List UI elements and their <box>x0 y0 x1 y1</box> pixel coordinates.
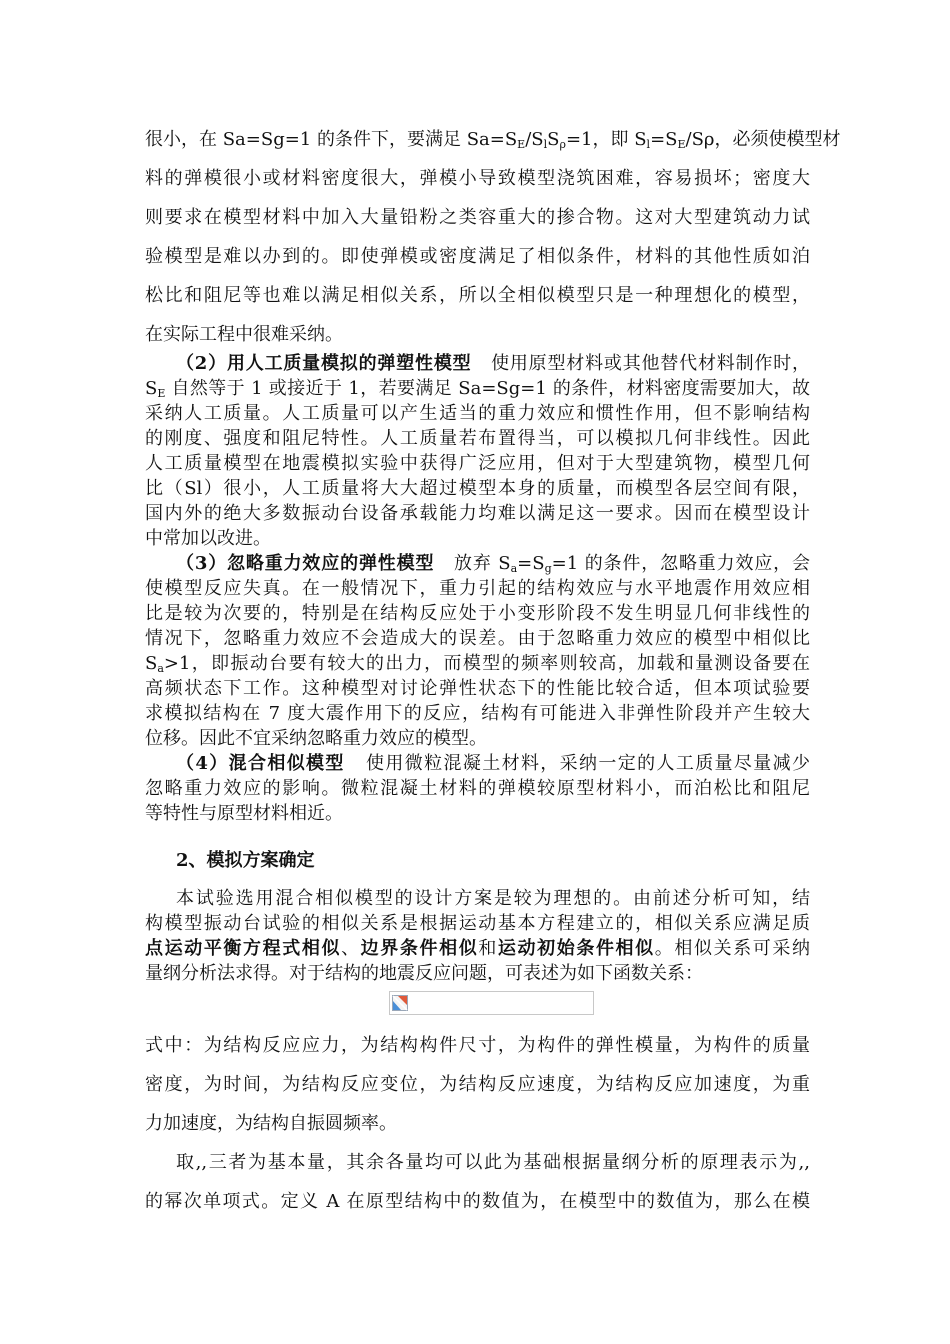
paragraph-line <box>145 934 810 960</box>
paragraph-line: 取,,三者为基本量，其余各量均可以此为基础根据量纲分析的原理表示为,, <box>176 1152 810 1173</box>
paragraph-line: 忽略重力效应的影响。微粒混凝土材料的弹模较原型材料小，而泊松比和阻尼 <box>145 778 810 799</box>
paragraph-line: 中常加以改进。 <box>145 528 271 549</box>
paragraph-line: 位移。因此不宜采纳忽略重力效应的模型。 <box>145 728 487 749</box>
paragraph-line: $S_E$ 自然等于 1 或接近于 1，若要满足 Sa=Sg=1 的条件，材料密度需要加大，故 <box>145 378 810 400</box>
paragraph-line: 使模型反应失真。在一般情况下，重力引起的结构效应与水平地震作用效应相 <box>145 578 810 599</box>
paragraph-line: 情况下，忽略重力效应不会造成大的误差。由于忽略重力效应的模型中相似比 <box>145 628 810 649</box>
paragraph-line: 等特性与原型材料相近。 <box>145 803 343 824</box>
paragraph-line <box>145 909 810 935</box>
paragraph-line: 在实际工程中很难采纳。 <box>145 324 343 345</box>
paragraph-line: 高频状态下工作。这种模型对讨论弹性状态下的性能比较合适，但本项试验要 <box>145 678 810 699</box>
paragraph-line: 人工质量模型在地震模拟实验中获得广泛应用，但对于大型建筑物，模型几何 <box>145 453 810 474</box>
paragraph-line: 的刚度、强度和阻尼特性。人工质量若布置得当，可以模拟几何非线性。因此 <box>145 428 810 449</box>
paragraph-text: 、 <box>341 938 361 959</box>
paragraph-line: 比是较为次要的，特别是在结构反应处于小变形阶段不发生明显几何非线性的 <box>145 603 810 624</box>
section-title-line <box>176 349 810 375</box>
paragraph-line: 本试验选用混合相似模型的设计方案是较为理想的。由前述分析可知，结 <box>176 888 810 909</box>
paragraph-line: 密度，为时间，为结构反应变位，为结构反应速度，为结构反应加速度，为重 <box>145 1074 810 1095</box>
section-heading: 2、模拟方案确定 <box>176 850 315 871</box>
emphasis-text: 点运动平衡方程式相似 <box>145 938 342 959</box>
paragraph-line: $S_a>1$，即振动台要有较大的出力，而模型的频率则较高，加载和量测设备要在 <box>145 653 810 675</box>
emphasis-text: 运动初始条件相似 <box>497 938 655 959</box>
broken-image-icon <box>392 995 408 1011</box>
paragraph-text: 和 <box>478 938 498 959</box>
paragraph-line: 比（Sl）很小，人工质量将大大超过模型本身的质量，而模型各层空间有限， <box>145 478 810 499</box>
section-title-line <box>176 749 810 775</box>
paragraph-line: 则要求在模型材料中加入大量铅粉之类容重大的掺合物。这对大型建筑动力试 <box>145 207 810 228</box>
subsection-title: （2）用人工质量模拟的弹塑性模型 <box>176 353 472 374</box>
paragraph-text: 构模型振动台试验的相似关系是根据运动基本方程建立的，相似关系应满足质 <box>145 913 810 934</box>
paragraph-text: 使用微粒混凝土材料，采纳一定的人工质量尽量减少 <box>366 753 811 774</box>
paragraph-line: 力加速度，为结构自振圆频率。 <box>145 1113 397 1134</box>
paragraph-line: 国内外的绝大多数振动台设备承载能力均难以满足这一要求。因而在模型设计 <box>145 503 810 524</box>
paragraph-line: 采纳人工质量。人工质量可以产生适当的重力效应和惯性作用，但不影响结构 <box>145 403 810 424</box>
subsection-title: （3）忽略重力效应的弹性模型 <box>176 553 435 574</box>
paragraph-line: 验模型是难以办到的。即使弹模或密度满足了相似条件，材料的其他性质如泊 <box>145 246 810 267</box>
paragraph-line: 的幂次单项式。定义 A 在原型结构中的数值为，在模型中的数值为，那么在模 <box>145 1191 810 1212</box>
emphasis-text: 边界条件相似 <box>360 938 479 959</box>
formula-image <box>389 991 594 1015</box>
paragraph-line: 式中：为结构反应应力，为结构构件尺寸，为构件的弹性模量，为构件的质量 <box>145 1035 810 1056</box>
paragraph-line: 料的弹模很小或材料密度很大，弹模小导致模型浇筑困难，容易损坏；密度大 <box>145 168 810 189</box>
paragraph-line: 求模拟结构在 7 度大震作用下的反应，结构有可能进入非弹性阶段并产生较大 <box>145 703 810 724</box>
paragraph-text: 使用原型材料或其他替代材料制作时， <box>491 353 810 374</box>
section-title-line: （3）忽略重力效应的弹性模型 放弃 $S_a=S_g=1$ 的条件，忽略重力效应，会 <box>176 553 811 575</box>
subsection-title: （4）混合相似模型 <box>176 753 345 774</box>
paragraph-line: 很小，在 Sa=Sg=1 的条件下，要满足 $Sa=S_E/S_lS_\rho=1$，即 $S_l=S_E/S\rho$，必须使模型材 <box>145 129 841 151</box>
paragraph-text: 。相似关系可采纳 <box>654 938 811 959</box>
paragraph-line: 松比和阻尼等也难以满足相似关系，所以全相似模型只是一种理想化的模型， <box>145 285 810 306</box>
paragraph-line: 量纲分析法求得。对于结构的地震反应问题，可表述为如下函数关系： <box>145 963 703 984</box>
